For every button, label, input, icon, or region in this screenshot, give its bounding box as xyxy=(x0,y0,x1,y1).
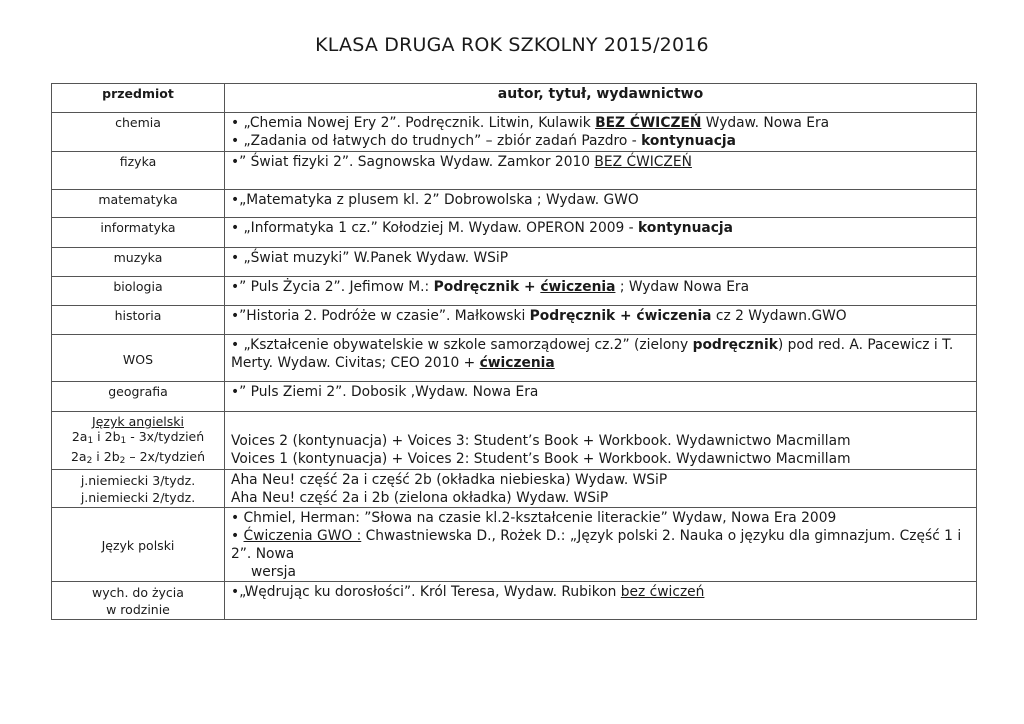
table-row xyxy=(52,582,977,620)
subject-geografia: geografia xyxy=(52,382,225,412)
text: i 2b xyxy=(92,449,120,464)
subject-wychowanie xyxy=(52,582,225,620)
details-biologia xyxy=(225,277,977,306)
details-wychowanie xyxy=(225,582,977,620)
table-row xyxy=(52,277,977,306)
text: Chwastniewska D., Rożek D.: „Język polski 2. Nauka o języku dla gimnazjum. Część 1 i 2”. Nowa xyxy=(231,528,962,562)
table-header-row xyxy=(52,84,977,113)
text: - 3x/tydzień xyxy=(126,429,205,444)
subject-informatyka: informatyka xyxy=(52,218,225,248)
text: • „Zadania od łatwych do trudnych” – zbiór zadań Pazdro - xyxy=(231,133,642,149)
text: 2 xyxy=(86,456,93,466)
text: i 2b xyxy=(93,429,121,444)
text: Aha Neu! część 2a i część 2b (okładka niebieska) Wydaw. WSiP xyxy=(231,472,668,488)
details-geografia xyxy=(225,382,977,412)
text: • „Świat muzyki” W.Panek Wydaw. WSiP xyxy=(231,250,509,266)
table-row xyxy=(52,508,977,582)
text: ; Wydaw Nowa Era xyxy=(615,279,750,295)
details-muzyka xyxy=(225,248,977,277)
table-row xyxy=(52,382,977,412)
text-underline: bez ćwiczeń xyxy=(620,584,705,600)
text: •” Puls Życia 2”. Jefimow M.: xyxy=(231,279,434,295)
text-underline: BEZ ĆWICZEŃ xyxy=(594,154,692,170)
table-row xyxy=(52,190,977,218)
subject-niemiecki xyxy=(52,470,225,508)
table-row xyxy=(52,113,977,152)
text-emphasis: kontynuacja xyxy=(641,133,736,149)
table-row xyxy=(52,470,977,508)
table-row xyxy=(52,335,977,382)
text-emphasis: ćwiczenia xyxy=(479,355,555,371)
text: 2a xyxy=(70,449,87,464)
text: • „Chemia Nowej Ery 2”. Podręcznik. Litwin, Kulawik xyxy=(231,115,596,131)
text: •” Puls Ziemi 2”. Dobosik ,Wydaw. Nowa Era xyxy=(231,384,539,400)
text-underline: Język angielski xyxy=(92,414,184,429)
subject-angielski xyxy=(52,412,225,470)
text-emphasis: Podręcznik + ćwiczenia xyxy=(529,308,712,324)
details-polski xyxy=(225,508,977,582)
table-row xyxy=(52,152,977,190)
text: 2a xyxy=(71,429,88,444)
table-row xyxy=(52,412,977,470)
subject-muzyka: muzyka xyxy=(52,248,225,277)
table-row xyxy=(52,248,977,277)
text: wersja xyxy=(251,564,296,580)
text: j.niemiecki 2/tydz. xyxy=(80,490,196,505)
details-historia xyxy=(225,306,977,335)
header-details: autor, tytuł, wydawnictwo xyxy=(225,84,977,113)
text: 2 xyxy=(119,456,126,466)
details-niemiecki xyxy=(225,470,977,508)
text: j.niemiecki 3/tydz. xyxy=(80,473,196,488)
text: Aha Neu! część 2a i 2b (zielona okładka) Wydaw. WSiP xyxy=(231,490,609,506)
subject-biologia: biologia xyxy=(52,277,225,306)
text: •” Świat fizyki 2”. Sagnowska Wydaw. Zamkor 2010 xyxy=(231,154,595,170)
text: • xyxy=(231,528,244,544)
details-matematyka xyxy=(225,190,977,218)
text: wych. do życia xyxy=(92,585,184,600)
subject-fizyka: fizyka xyxy=(52,152,225,190)
text: •”Historia 2. Podróże w czasie”. Małkowski xyxy=(231,308,530,324)
text: w rodzinie xyxy=(106,602,170,617)
text-emphasis: Podręcznik + xyxy=(433,279,541,295)
text: •„Wędrując ku dorosłości”. Król Teresa, Wydaw. Rubikon xyxy=(231,584,621,600)
text: •„Matematyka z plusem kl. 2” Dobrowolska ; Wydaw. GWO xyxy=(231,192,639,208)
subject-polski: Język polski xyxy=(52,508,225,582)
subject-chemia: chemia xyxy=(52,113,225,152)
text: cz 2 Wydawn.GWO xyxy=(711,308,847,324)
text: ) pod red. A. Pacewicz i T. Merty. Wydaw. Civitas; CEO 2010 + xyxy=(231,337,954,371)
details-fizyka xyxy=(225,152,977,190)
subject-matematyka: matematyka xyxy=(52,190,225,218)
text-emphasis: BEZ ĆWICZEŃ xyxy=(595,115,702,131)
text-emphasis: kontynuacja xyxy=(638,220,733,236)
text-emphasis: ćwiczenia xyxy=(540,279,616,295)
text-emphasis: podręcznik xyxy=(692,337,778,353)
subject-wos: WOS xyxy=(52,335,225,382)
text: • „Kształcenie obywatelskie w szkole samorządowej cz.2” (zielony xyxy=(231,337,693,353)
text: Voices 1 (kontynuacja) + Voices 2: Student’s Book + Workbook. Wydawnictwo Macmillam xyxy=(231,451,851,467)
text: 1 xyxy=(120,436,127,446)
text: Wydaw. Nowa Era xyxy=(701,115,830,131)
header-subject: przedmiot xyxy=(52,84,225,113)
text: • „Informatyka 1 cz.” Kołodziej M. Wydaw. OPERON 2009 - xyxy=(231,220,639,236)
details-informatyka xyxy=(225,218,977,248)
details-wos xyxy=(225,335,977,382)
details-chemia xyxy=(225,113,977,152)
text-underline: Ćwiczenia GWO : xyxy=(243,528,362,544)
page-title: KLASA DRUGA ROK SZKOLNY 2015/2016 xyxy=(315,34,709,56)
table-row xyxy=(52,218,977,248)
details-angielski xyxy=(225,412,977,470)
text: Voices 2 (kontynuacja) + Voices 3: Student’s Book + Workbook. Wydawnictwo Macmillam xyxy=(231,433,851,449)
table-row xyxy=(52,306,977,335)
text: – 2x/tydzień xyxy=(125,449,206,464)
text: 1 xyxy=(87,436,94,446)
subject-historia: historia xyxy=(52,306,225,335)
text: • Chmiel, Herman: ”Słowa na czasie kl.2-kształcenie literackie” Wydaw, Nowa Era 2009 xyxy=(231,510,837,526)
textbook-table xyxy=(51,83,977,620)
